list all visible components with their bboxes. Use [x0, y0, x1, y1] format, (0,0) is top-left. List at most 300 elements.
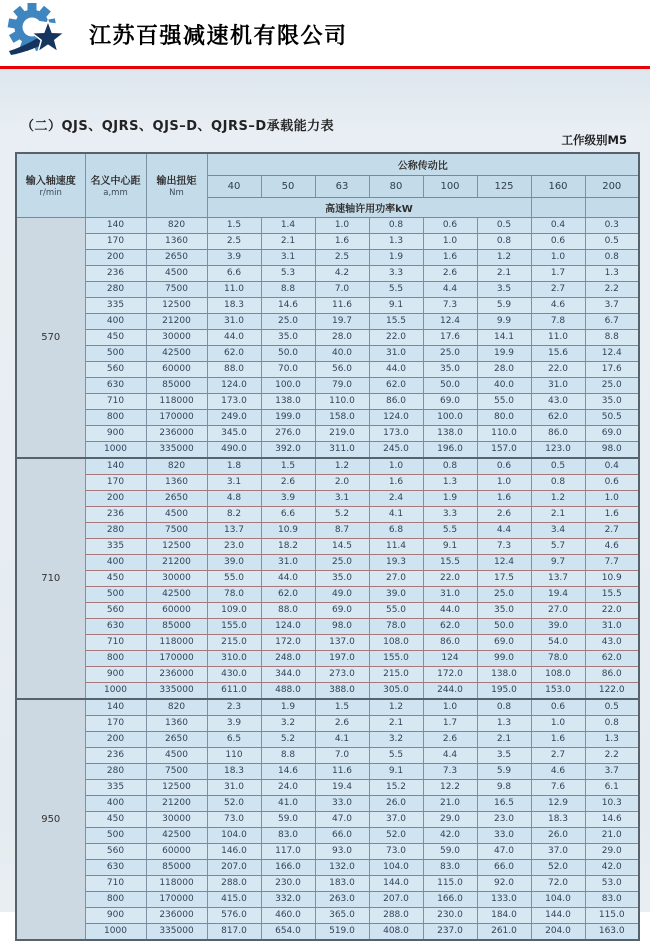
- torque-cell: 236000: [146, 907, 207, 923]
- torque-cell: 2650: [146, 249, 207, 265]
- power-value-cell: 33.0: [315, 795, 369, 811]
- torque-cell: 85000: [146, 618, 207, 634]
- power-value-cell: 0.5: [531, 458, 585, 475]
- input-speed-cell: 950: [16, 699, 85, 940]
- power-value-cell: 5.9: [477, 763, 531, 779]
- table-row: [16, 859, 639, 875]
- power-value-cell: 2.5: [315, 249, 369, 265]
- power-value-cell: 4.6: [531, 763, 585, 779]
- power-value-cell: 44.0: [423, 602, 477, 618]
- power-value-cell: 37.0: [369, 811, 423, 827]
- power-value-cell: 172.0: [423, 666, 477, 682]
- power-value-cell: 19.4: [315, 779, 369, 795]
- power-value-cell: 39.0: [369, 586, 423, 602]
- table-row: [16, 570, 639, 586]
- power-value-cell: 3.5: [477, 281, 531, 297]
- center-distance-cell: 450: [85, 811, 146, 827]
- torque-cell: 21200: [146, 795, 207, 811]
- power-value-cell: 6.8: [369, 522, 423, 538]
- power-value-cell: 92.0: [477, 875, 531, 891]
- power-value-cell: 519.0: [315, 923, 369, 940]
- torque-cell: 21200: [146, 554, 207, 570]
- power-value-cell: 2.3: [207, 699, 261, 716]
- power-value-cell: 50.0: [261, 345, 315, 361]
- power-value-cell: 146.0: [207, 843, 261, 859]
- power-value-cell: 3.9: [207, 249, 261, 265]
- power-value-cell: 33.0: [477, 827, 531, 843]
- center-distance-cell: 200: [85, 490, 146, 506]
- power-value-cell: 13.7: [531, 570, 585, 586]
- power-value-cell: 108.0: [369, 634, 423, 650]
- power-value-cell: 7.0: [315, 747, 369, 763]
- power-value-cell: 2.6: [315, 715, 369, 731]
- table-row: [16, 361, 639, 377]
- table-row: [16, 474, 639, 490]
- power-value-cell: 2.5: [207, 233, 261, 249]
- power-value-cell: 2.2: [585, 281, 639, 297]
- center-distance-cell: 140: [85, 458, 146, 475]
- table-row: [16, 409, 639, 425]
- table-row: [16, 233, 639, 249]
- center-distance-cell: 630: [85, 618, 146, 634]
- center-distance-cell: 710: [85, 875, 146, 891]
- power-value-cell: 1.0: [423, 233, 477, 249]
- power-value-cell: 6.6: [261, 506, 315, 522]
- table-row: [16, 699, 639, 716]
- power-value-cell: 29.0: [423, 811, 477, 827]
- power-value-cell: 138.0: [261, 393, 315, 409]
- power-value-cell: 460.0: [261, 907, 315, 923]
- power-value-cell: 0.8: [531, 474, 585, 490]
- col-header-power: 高速轴许用功率kW: [207, 197, 531, 217]
- center-distance-cell: 500: [85, 586, 146, 602]
- power-value-cell: 163.0: [585, 923, 639, 940]
- table-row: [16, 586, 639, 602]
- power-value-cell: 11.6: [315, 763, 369, 779]
- torque-cell: 60000: [146, 843, 207, 859]
- torque-cell: 118000: [146, 875, 207, 891]
- torque-cell: 236000: [146, 425, 207, 441]
- power-value-cell: 37.0: [531, 843, 585, 859]
- power-value-cell: 122.0: [585, 682, 639, 699]
- power-value-cell: 55.0: [369, 602, 423, 618]
- input-speed-cell: 710: [16, 458, 85, 699]
- power-value-cell: 4.8: [207, 490, 261, 506]
- power-value-cell: 49.0: [315, 586, 369, 602]
- center-distance-cell: 900: [85, 907, 146, 923]
- power-value-cell: 124.0: [369, 409, 423, 425]
- gear-star-logo-icon[interactable]: [7, 2, 75, 62]
- table-row: [16, 923, 639, 940]
- power-value-cell: 22.0: [531, 361, 585, 377]
- torque-cell: 170000: [146, 409, 207, 425]
- power-value-cell: 7.7: [585, 554, 639, 570]
- torque-cell: 4500: [146, 747, 207, 763]
- power-value-cell: 15.5: [423, 554, 477, 570]
- center-distance-cell: 630: [85, 859, 146, 875]
- power-value-cell: 11.4: [369, 538, 423, 554]
- power-value-cell: 9.9: [477, 313, 531, 329]
- power-value-cell: 109.0: [207, 602, 261, 618]
- power-value-cell: 35.0: [423, 361, 477, 377]
- center-distance-cell: 236: [85, 506, 146, 522]
- table-row: [16, 441, 639, 458]
- center-distance-cell: 800: [85, 409, 146, 425]
- power-value-cell: 4.1: [369, 506, 423, 522]
- table-row: [16, 666, 639, 682]
- power-value-cell: 3.2: [261, 715, 315, 731]
- input-speed-label: 输入轴速度: [25, 176, 76, 188]
- power-value-cell: 4.4: [423, 281, 477, 297]
- power-value-cell: 1.7: [423, 715, 477, 731]
- center-distance-cell: 280: [85, 522, 146, 538]
- torque-cell: 4500: [146, 265, 207, 281]
- power-value-cell: 55.0: [477, 393, 531, 409]
- power-value-cell: 488.0: [261, 682, 315, 699]
- power-value-cell: 40.0: [315, 345, 369, 361]
- power-value-cell: 17.6: [585, 361, 639, 377]
- center-distance-cell: 236: [85, 747, 146, 763]
- power-value-cell: 62.0: [369, 377, 423, 393]
- torque-cell: 42500: [146, 827, 207, 843]
- power-value-cell: 73.0: [207, 811, 261, 827]
- power-value-cell: 9.1: [423, 538, 477, 554]
- power-value-cell: 408.0: [369, 923, 423, 940]
- power-value-cell: 52.0: [369, 827, 423, 843]
- power-value-cell: 1.0: [531, 715, 585, 731]
- power-value-cell: 0.6: [531, 233, 585, 249]
- power-value-cell: 183.0: [315, 875, 369, 891]
- power-value-cell: 263.0: [315, 891, 369, 907]
- power-value-cell: 12.4: [423, 313, 477, 329]
- power-value-cell: 42.0: [423, 827, 477, 843]
- power-value-cell: 12.9: [531, 795, 585, 811]
- power-value-cell: 70.0: [261, 361, 315, 377]
- power-value-cell: 388.0: [315, 682, 369, 699]
- power-value-cell: 110.0: [315, 393, 369, 409]
- table-row: [16, 265, 639, 281]
- power-value-cell: 172.0: [261, 634, 315, 650]
- power-value-cell: 22.0: [423, 570, 477, 586]
- table-row: [16, 281, 639, 297]
- power-value-cell: 25.0: [585, 377, 639, 393]
- power-value-cell: 2.0: [315, 474, 369, 490]
- power-value-cell: 15.5: [369, 313, 423, 329]
- power-value-cell: 99.0: [477, 650, 531, 666]
- power-value-cell: 132.0: [315, 859, 369, 875]
- power-value-cell: 204.0: [531, 923, 585, 940]
- power-value-cell: 9.7: [531, 554, 585, 570]
- power-value-cell: 14.6: [585, 811, 639, 827]
- power-value-cell: 2.1: [261, 233, 315, 249]
- power-value-cell: 2.1: [477, 731, 531, 747]
- document-scan-area: [0, 69, 650, 936]
- power-value-cell: 0.5: [585, 699, 639, 716]
- power-value-cell: 11.6: [315, 297, 369, 313]
- center-distance-cell: 140: [85, 699, 146, 716]
- power-value-cell: 83.0: [423, 859, 477, 875]
- power-value-cell: 137.0: [315, 634, 369, 650]
- table-row: [16, 907, 639, 923]
- torque-cell: 1360: [146, 233, 207, 249]
- power-value-cell: 23.0: [477, 811, 531, 827]
- power-value-cell: 155.0: [207, 618, 261, 634]
- power-value-cell: 1.2: [477, 249, 531, 265]
- table-row: [16, 538, 639, 554]
- power-value-cell: 0.8: [477, 699, 531, 716]
- power-value-cell: 19.4: [531, 586, 585, 602]
- center-distance-cell: 335: [85, 297, 146, 313]
- power-value-cell: 21.0: [423, 795, 477, 811]
- power-value-cell: 14.6: [261, 297, 315, 313]
- power-value-cell: 273.0: [315, 666, 369, 682]
- table-row: [16, 682, 639, 699]
- power-value-cell: 15.5: [585, 586, 639, 602]
- table-row: [16, 393, 639, 409]
- capacity-table: [15, 152, 640, 941]
- power-value-cell: 24.0: [261, 779, 315, 795]
- power-value-cell: 1.3: [477, 715, 531, 731]
- power-value-cell: 1.9: [261, 699, 315, 716]
- power-value-cell: 1.6: [531, 731, 585, 747]
- power-value-cell: 31.0: [207, 313, 261, 329]
- power-value-cell: 27.0: [531, 602, 585, 618]
- power-value-cell: 310.0: [207, 650, 261, 666]
- power-value-cell: 10.3: [585, 795, 639, 811]
- power-value-cell: 1.5: [315, 699, 369, 716]
- power-value-cell: 31.0: [261, 554, 315, 570]
- power-value-cell: 115.0: [423, 875, 477, 891]
- center-distance-cell: 170: [85, 233, 146, 249]
- power-value-cell: 2.1: [477, 265, 531, 281]
- table-row: [16, 297, 639, 313]
- power-value-cell: 124.0: [261, 618, 315, 634]
- power-value-cell: 44.0: [369, 361, 423, 377]
- power-value-cell: 219.0: [315, 425, 369, 441]
- table-row: [16, 650, 639, 666]
- table-row: [16, 490, 639, 506]
- col-header-ratio-160: 160: [531, 175, 585, 197]
- torque-cell: 30000: [146, 329, 207, 345]
- power-value-cell: 31.0: [585, 618, 639, 634]
- col-header-ratio-125: 125: [477, 175, 531, 197]
- power-value-cell: 2.6: [423, 265, 477, 281]
- power-value-cell: 9.1: [369, 763, 423, 779]
- power-value-cell: 2.6: [261, 474, 315, 490]
- power-value-cell: 62.0: [531, 409, 585, 425]
- table-row: [16, 345, 639, 361]
- torque-cell: 820: [146, 217, 207, 233]
- center-distance-cell: 900: [85, 666, 146, 682]
- power-value-cell: 21.0: [585, 827, 639, 843]
- torque-cell: 30000: [146, 811, 207, 827]
- power-value-cell: 5.2: [261, 731, 315, 747]
- col-header-ratio-50: 50: [261, 175, 315, 197]
- torque-cell: 85000: [146, 859, 207, 875]
- power-value-cell: 1.6: [315, 233, 369, 249]
- power-value-cell: 3.3: [423, 506, 477, 522]
- power-value-cell: 6.1: [585, 779, 639, 795]
- table-row: [16, 795, 639, 811]
- power-value-cell: 35.0: [315, 570, 369, 586]
- power-value-cell: 1.0: [477, 474, 531, 490]
- col-header-center-distance: [85, 153, 146, 217]
- torque-cell: 335000: [146, 682, 207, 699]
- power-value-cell: 4.4: [477, 522, 531, 538]
- power-value-cell: 2.4: [369, 490, 423, 506]
- power-value-cell: 138.0: [423, 425, 477, 441]
- power-value-cell: 215.0: [369, 666, 423, 682]
- power-value-cell: 6.5: [207, 731, 261, 747]
- power-value-cell: 66.0: [477, 859, 531, 875]
- power-value-cell: 0.8: [585, 715, 639, 731]
- table-row: [16, 891, 639, 907]
- center-distance-cell: 560: [85, 602, 146, 618]
- power-value-cell: 1.2: [531, 490, 585, 506]
- power-value-cell: 288.0: [369, 907, 423, 923]
- power-value-cell: 6.6: [207, 265, 261, 281]
- output-torque-unit: Nm: [169, 188, 184, 199]
- center-distance-cell: 236: [85, 265, 146, 281]
- power-value-cell: 3.7: [585, 763, 639, 779]
- table-row: [16, 747, 639, 763]
- power-value-cell: 88.0: [261, 602, 315, 618]
- power-value-cell: 1.2: [369, 699, 423, 716]
- center-distance-cell: 200: [85, 731, 146, 747]
- power-value-cell: 157.0: [477, 441, 531, 458]
- col-header-ratio-100: 100: [423, 175, 477, 197]
- power-value-cell: 35.0: [477, 602, 531, 618]
- power-value-cell: 41.0: [261, 795, 315, 811]
- power-value-cell: 19.3: [369, 554, 423, 570]
- power-value-cell: 69.0: [423, 393, 477, 409]
- table-row: [16, 377, 639, 393]
- power-value-cell: 40.0: [477, 377, 531, 393]
- power-value-cell: 1.9: [369, 249, 423, 265]
- power-value-cell: 155.0: [369, 650, 423, 666]
- power-value-cell: 0.6: [477, 458, 531, 475]
- torque-cell: 30000: [146, 570, 207, 586]
- power-value-cell: 100.0: [423, 409, 477, 425]
- power-value-cell: 345.0: [207, 425, 261, 441]
- power-value-cell: 98.0: [585, 441, 639, 458]
- power-value-cell: 5.3: [261, 265, 315, 281]
- torque-cell: 1360: [146, 715, 207, 731]
- power-value-cell: 133.0: [477, 891, 531, 907]
- torque-cell: 12500: [146, 538, 207, 554]
- power-value-cell: 18.2: [261, 538, 315, 554]
- center-distance-cell: 1000: [85, 923, 146, 940]
- power-value-cell: 817.0: [207, 923, 261, 940]
- power-value-cell: 4.6: [531, 297, 585, 313]
- power-value-cell: 0.6: [531, 699, 585, 716]
- power-value-cell: 1.9: [423, 490, 477, 506]
- torque-cell: 820: [146, 699, 207, 716]
- table-row: [16, 634, 639, 650]
- table-row: [16, 811, 639, 827]
- center-distance-label: 名义中心距: [90, 176, 141, 188]
- center-distance-cell: 450: [85, 329, 146, 345]
- center-distance-cell: 800: [85, 650, 146, 666]
- power-value-cell: 430.0: [207, 666, 261, 682]
- center-distance-cell: 280: [85, 281, 146, 297]
- col-header-ratio-63: 63: [315, 175, 369, 197]
- power-value-cell: 86.0: [423, 634, 477, 650]
- power-value-cell: 1.6: [423, 249, 477, 265]
- power-value-cell: 69.0: [477, 634, 531, 650]
- power-value-cell: 10.9: [261, 522, 315, 538]
- power-value-cell: 59.0: [261, 811, 315, 827]
- center-distance-cell: 500: [85, 827, 146, 843]
- torque-cell: 170000: [146, 891, 207, 907]
- power-value-cell: 25.0: [423, 345, 477, 361]
- power-value-cell: 490.0: [207, 441, 261, 458]
- power-value-cell: 42.0: [585, 859, 639, 875]
- power-value-cell: 1.6: [585, 506, 639, 522]
- power-value-cell: 197.0: [315, 650, 369, 666]
- torque-cell: 4500: [146, 506, 207, 522]
- torque-cell: 42500: [146, 345, 207, 361]
- center-distance-cell: 800: [85, 891, 146, 907]
- power-value-cell: 88.0: [207, 361, 261, 377]
- power-value-cell: 3.3: [369, 265, 423, 281]
- torque-cell: 118000: [146, 634, 207, 650]
- power-value-cell: 31.0: [207, 779, 261, 795]
- power-value-cell: 25.0: [261, 313, 315, 329]
- center-distance-cell: 560: [85, 361, 146, 377]
- power-value-cell: 344.0: [261, 666, 315, 682]
- power-value-cell: 5.7: [531, 538, 585, 554]
- power-value-cell: 144.0: [369, 875, 423, 891]
- power-value-cell: 0.5: [477, 217, 531, 233]
- power-value-cell: 29.0: [585, 843, 639, 859]
- power-value-cell: 35.0: [261, 329, 315, 345]
- power-value-cell: 1.3: [369, 233, 423, 249]
- power-value-cell: 39.0: [207, 554, 261, 570]
- torque-cell: 118000: [146, 393, 207, 409]
- power-value-cell: 1.0: [369, 458, 423, 475]
- power-value-cell: 0.8: [477, 233, 531, 249]
- power-value-cell: 79.0: [315, 377, 369, 393]
- power-value-cell: 2.7: [585, 522, 639, 538]
- power-value-cell: 1.6: [477, 490, 531, 506]
- power-value-cell: 144.0: [531, 907, 585, 923]
- power-value-cell: 8.7: [315, 522, 369, 538]
- power-value-cell: 4.4: [423, 747, 477, 763]
- power-value-cell: 62.0: [261, 586, 315, 602]
- power-value-cell: 124: [423, 650, 477, 666]
- table-row: [16, 715, 639, 731]
- power-value-cell: 15.2: [369, 779, 423, 795]
- center-distance-cell: 280: [85, 763, 146, 779]
- power-value-cell: 0.5: [585, 233, 639, 249]
- company-name[interactable]: 江苏百强减速机有限公司: [89, 24, 348, 49]
- center-distance-cell: 335: [85, 538, 146, 554]
- power-value-cell: 1.6: [369, 474, 423, 490]
- power-value-cell: 12.4: [477, 554, 531, 570]
- power-value-cell: 311.0: [315, 441, 369, 458]
- power-value-cell: 153.0: [531, 682, 585, 699]
- power-value-cell: 332.0: [261, 891, 315, 907]
- power-value-cell: 19.9: [477, 345, 531, 361]
- power-value-cell: 611.0: [207, 682, 261, 699]
- torque-cell: 42500: [146, 586, 207, 602]
- power-value-cell: 31.0: [369, 345, 423, 361]
- power-value-cell: 14.5: [315, 538, 369, 554]
- power-value-cell: 173.0: [369, 425, 423, 441]
- col-header-ratio-200: 200: [585, 175, 639, 197]
- power-value-cell: 110: [207, 747, 261, 763]
